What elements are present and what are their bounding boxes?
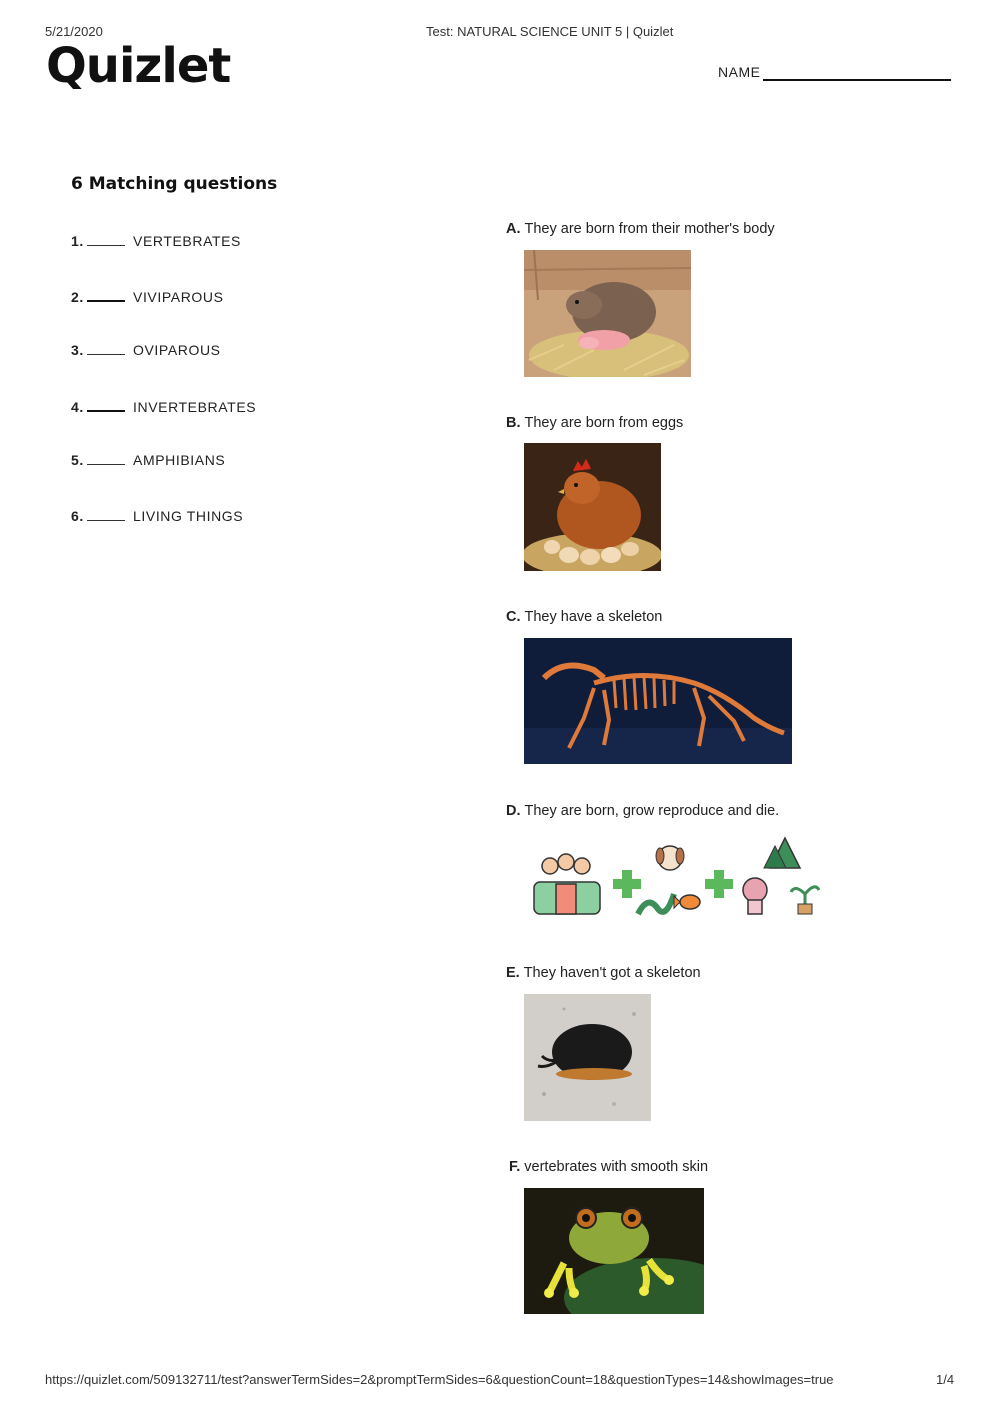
living-things-icons [530, 834, 830, 920]
question-row [71, 288, 224, 305]
answer-text: They are born from eggs [524, 415, 684, 431]
question-row [71, 508, 243, 524]
question-term: VIVIPAROUS [133, 289, 224, 305]
question-row [71, 233, 241, 249]
print-date: 5/21/2020 [45, 24, 103, 39]
name-field-line[interactable] [763, 79, 951, 81]
answer-letter: A. [506, 221, 521, 237]
answer-letter: E. [506, 965, 520, 981]
answer-option-d [506, 803, 779, 819]
answer-option-a [506, 221, 775, 237]
answer-blank[interactable] [87, 342, 125, 355]
answer-letter: F. [509, 1159, 521, 1175]
answer-text: They are born, grow reproduce and die. [524, 803, 780, 819]
skeleton-photo [524, 638, 792, 764]
name-label: NAME [718, 64, 761, 80]
question-number: 2. [71, 289, 84, 305]
page-title: Test: NATURAL SCIENCE UNIT 5 | Quizlet [426, 24, 674, 39]
question-row [71, 398, 256, 415]
hen-eggs-photo [524, 443, 661, 571]
frog-photo [524, 1188, 704, 1314]
answer-option-b [506, 415, 683, 431]
question-term: AMPHIBIANS [133, 452, 226, 468]
mouse-nest-photo [524, 250, 691, 377]
page-url: https://quizlet.com/509132711/test?answerTermSides=2&promptTermSides=6&questionCount=18&questionTypes=14&showImages=true [45, 1372, 834, 1387]
question-number: 5. [71, 452, 84, 468]
page-number: 1/4 [936, 1372, 955, 1387]
answer-letter: D. [506, 803, 521, 819]
question-number: 6. [71, 508, 84, 524]
answer-blank[interactable] [87, 508, 125, 521]
people-icon [534, 854, 600, 914]
question-term: VERTEBRATES [133, 233, 241, 249]
question-number: 4. [71, 399, 84, 415]
question-row [71, 342, 221, 358]
quizlet-logo: Quizlet [46, 38, 231, 94]
answer-option-e [506, 965, 701, 981]
answer-blank[interactable] [87, 452, 125, 465]
question-term: INVERTEBRATES [133, 399, 257, 415]
question-term: LIVING THINGS [133, 508, 244, 524]
answer-text: vertebrates with smooth skin [524, 1159, 709, 1175]
answer-blank[interactable] [87, 398, 125, 412]
answer-option-c [506, 609, 662, 625]
section-title: 6 Matching questions [71, 174, 278, 194]
question-term: OVIPAROUS [133, 342, 221, 358]
question-number: 3. [71, 342, 84, 358]
answer-blank[interactable] [87, 288, 125, 302]
answer-text: They are born from their mother's body [524, 221, 775, 237]
answer-option-f [509, 1159, 708, 1175]
slug-photo [524, 994, 651, 1121]
answer-blank[interactable] [87, 233, 125, 246]
question-number: 1. [71, 233, 84, 249]
question-row [71, 452, 225, 468]
answer-text: They have a skeleton [524, 609, 663, 625]
answer-text: They haven't got a skeleton [523, 965, 701, 981]
answer-letter: B. [506, 415, 521, 431]
answer-letter: C. [506, 609, 521, 625]
